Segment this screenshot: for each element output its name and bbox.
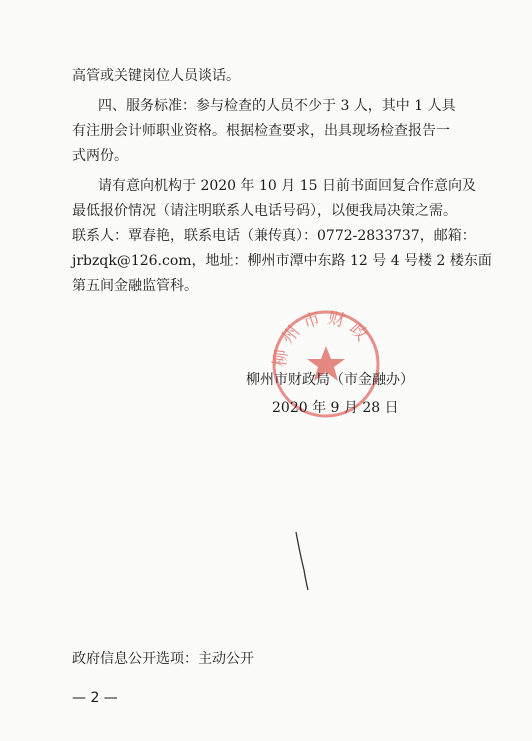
pen-stroke-mark (292, 530, 312, 592)
body-line-4: 式两份。 (72, 148, 128, 164)
issuer-name: 柳州市财政局（市金融办） (246, 372, 414, 388)
disclosure-option: 政府信息公开选项：主动公开 (72, 651, 254, 667)
body-line-2: 四、服务标准：参与检查的人员不少于 3 人，其中 1 人具 (98, 98, 456, 114)
body-line-7: 联系人：覃春艳，联系电话（兼传真）：0772-2833737，邮箱： (72, 228, 476, 244)
body-line-3: 有注册会计师职业资格。根据检查要求，出具现场检查报告一 (72, 123, 450, 139)
body-line-6: 最低报价情况（请注明联系人电话号码），以便我局决策之需。 (72, 203, 457, 219)
page-number: — 2 — (72, 690, 118, 706)
svg-text:柳 州 市 财 政: 柳 州 市 财 政 (270, 308, 372, 368)
body-line-1: 高管或关键岗位人员谈话。 (72, 68, 240, 84)
body-line-5: 请有意向机构于 2020 年 10 月 15 日前书面回复合作意向及 (98, 178, 476, 194)
issue-date: 2020 年 9 月 28 日 (272, 400, 399, 416)
body-line-9: 第五间金融监管科。 (72, 278, 198, 294)
body-line-8: jrbzqk@126.com，地址：柳州市潭中东路 12 号 4 号楼 2 楼东面 (72, 253, 492, 269)
